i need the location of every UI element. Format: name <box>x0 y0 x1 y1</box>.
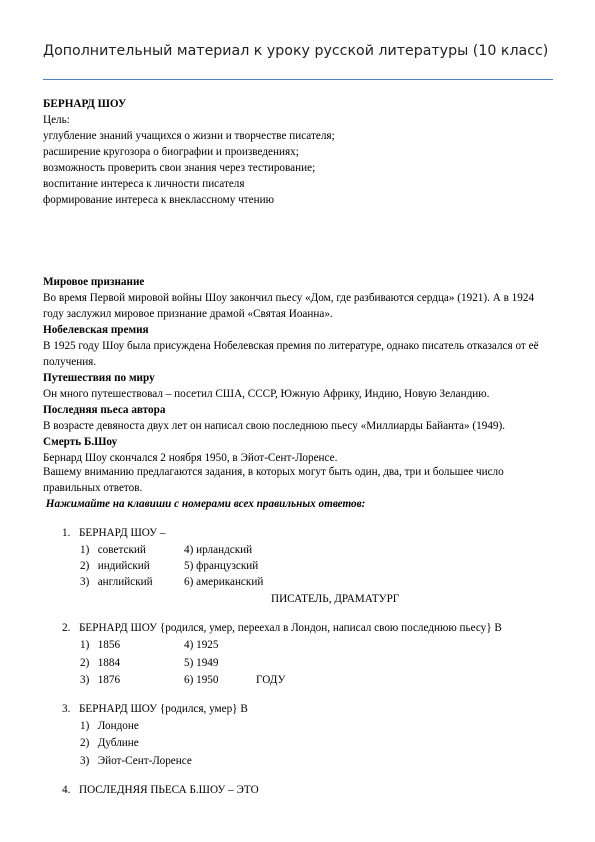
question-2-option[interactable]: 5) 1949 <box>184 657 219 669</box>
question-1-option[interactable]: 6) американский <box>184 576 264 588</box>
intro-section <box>43 96 558 208</box>
question-1-number: 1. <box>62 527 71 539</box>
question-3-text: БЕРНАРД ШОУ {родился, умер} В <box>79 703 248 715</box>
question-1-option[interactable]: 2) индийский <box>80 560 150 572</box>
bio-heading: Смерть Б.Шоу <box>43 436 118 448</box>
question-2-number: 2. <box>62 622 71 634</box>
question-3-option[interactable]: 2) Дублине <box>80 737 139 749</box>
question-2-option[interactable]: 1) 1856 <box>80 639 121 651</box>
question-2-option[interactable]: 2) 1884 <box>80 657 121 669</box>
question-3-option[interactable]: 3) Эйот-Сент-Лоренсе <box>80 755 192 767</box>
bio-heading: Путешествия по миру <box>43 372 155 384</box>
question-3-number: 3. <box>62 703 71 715</box>
question-3-option[interactable]: 1) Лондоне <box>80 720 139 732</box>
bio-text: В 1925 году Шоу была присуждена Нобелевская премия по литературе, однако писатель отказался от её получения. <box>43 340 539 368</box>
bio-text: Во время Первой мировой войны Шоу закончил пьесу «Дом, где разбиваются сердца» (1921). А в 1924 году заслужил мировое признание драмой «Святая Иоанна». <box>43 292 535 320</box>
question-2-option[interactable]: 3) 1876 <box>80 674 121 686</box>
header-divider <box>43 79 553 80</box>
question-1-option[interactable]: 4) ирландский <box>184 544 253 556</box>
bio-text: Бернард Шоу скончался 2 ноября 1950, в Эйот-Сент-Лоренсе. <box>43 452 338 464</box>
bio-text: Он много путешествовал – посетил США, СССР, Южную Африку, Индию, Новую Зеландию. <box>43 388 490 400</box>
question-2-option[interactable]: 4) 1925 <box>184 639 219 651</box>
question-1-option[interactable]: 3) английский <box>80 576 153 588</box>
bio-heading: Мировое признание <box>43 276 145 288</box>
instructions-section <box>43 464 548 512</box>
question-1-option[interactable]: 5) французский <box>184 560 259 572</box>
question-2-option[interactable]: 6) 1950 <box>184 674 219 686</box>
goal-item: возможность проверить свои знания через тестирование; <box>43 162 316 174</box>
question-4-number: 4. <box>62 784 71 796</box>
question-2-text: БЕРНАРД ШОУ {родился, умер, переехал в Лондон, написал свою последнюю пьесу} В <box>79 622 502 634</box>
instructions-text: Вашему вниманию предлагаются задания, в которых могут быть один, два, три и большее число правильных ответов. <box>43 466 504 494</box>
bio-heading: Нобелевская премия <box>43 324 149 336</box>
question-4-text: ПОСЛЕДНЯЯ ПЬЕСА Б.ШОУ – ЭТО <box>79 784 259 796</box>
question-1-suffix: ПИСАТЕЛЬ, ДРАМАТУРГ <box>271 593 400 605</box>
intro-heading: БЕРНАРД ШОУ <box>43 98 127 110</box>
goal-item: воспитание интереса к личности писателя <box>43 178 245 190</box>
goal-item: углубление знаний учащихся о жизни и творчестве писателя; <box>43 130 335 142</box>
bio-section <box>43 274 555 466</box>
instructions-note: Нажимайте на клавиши с номерами всех правильных ответов: <box>43 498 366 510</box>
bio-heading: Последняя пьеса автора <box>43 404 166 416</box>
question-1-option[interactable]: 1) советский <box>80 544 146 556</box>
goal-label: Цель: <box>43 114 70 126</box>
question-2-suffix: ГОДУ <box>256 674 286 686</box>
question-1-text: БЕРНАРД ШОУ – <box>79 527 166 539</box>
goal-item: формирование интереса к внеклассному чтению <box>43 194 274 206</box>
bio-text: В возрасте девяноста двух лет он написал свою последнюю пьесу «Миллиарды Байанта» (1949). <box>43 420 506 432</box>
goal-item: расширение кругозора о биографии и произведениях; <box>43 146 299 158</box>
page-header-title: Дополнительный материал к уроку русской литературы (10 класс) <box>43 43 549 59</box>
